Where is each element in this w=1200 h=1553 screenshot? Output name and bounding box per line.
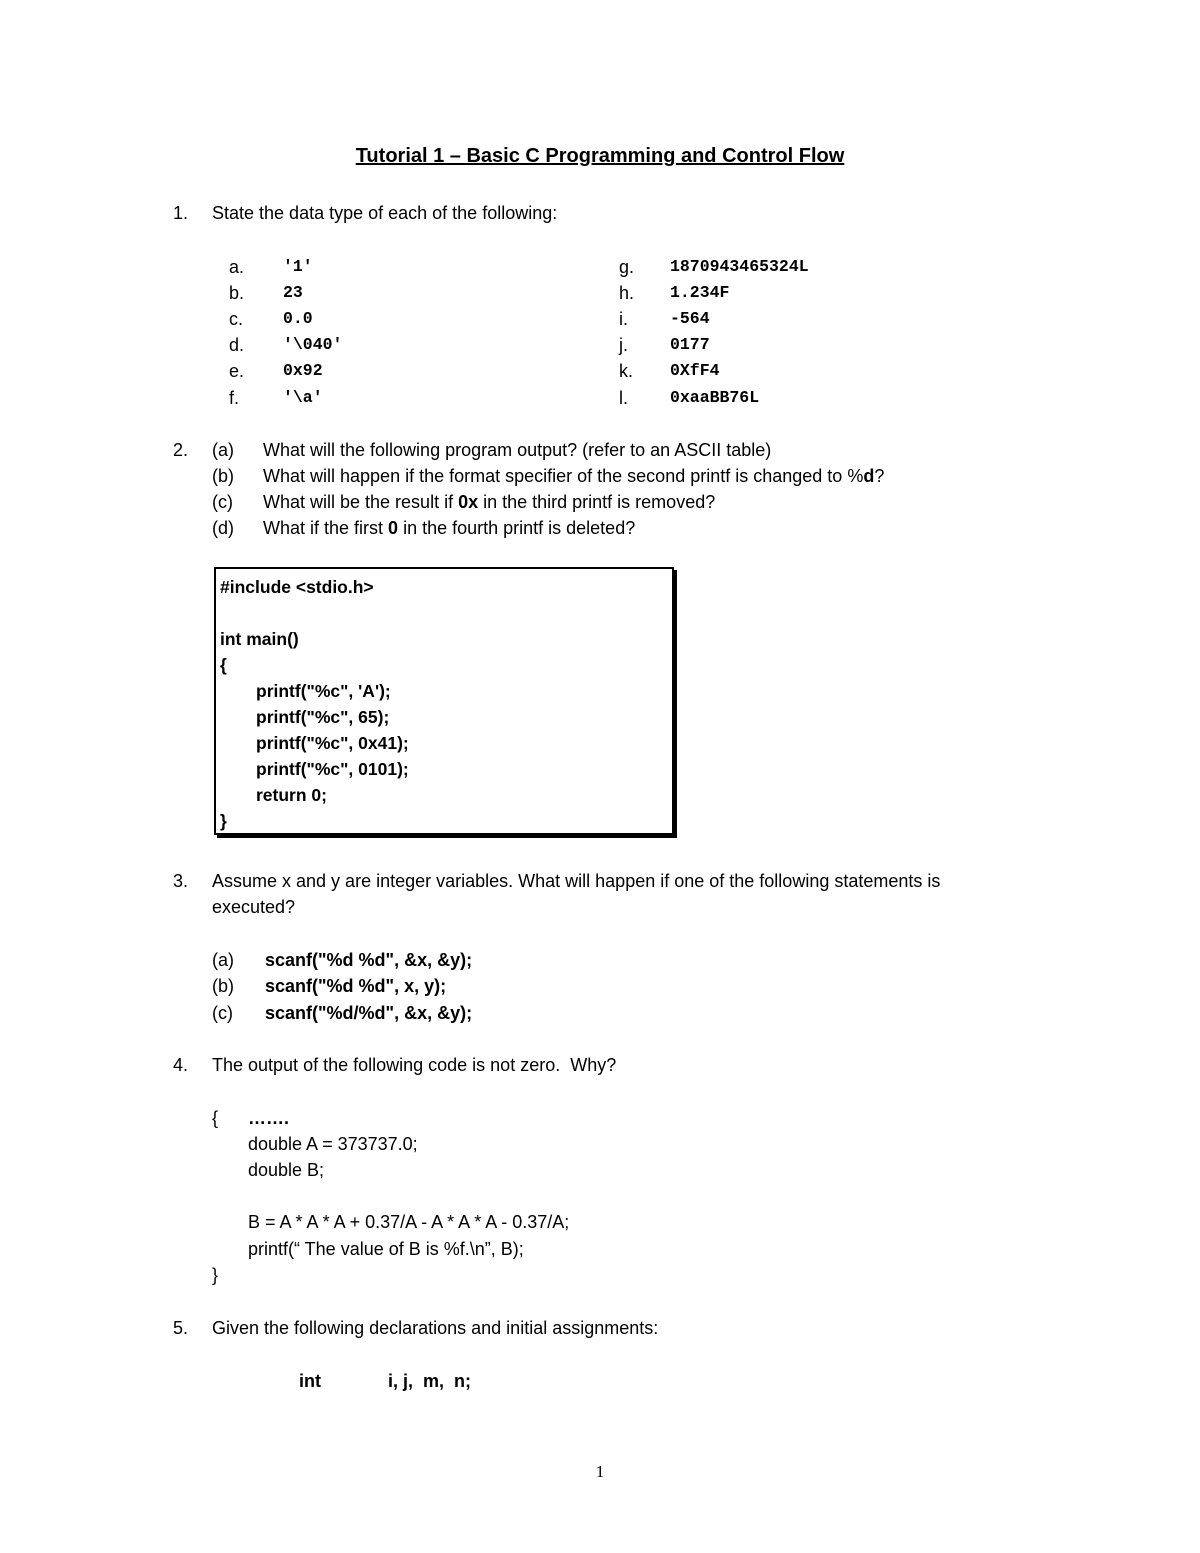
item-label: g.	[619, 257, 635, 277]
code-line: double A = 373737.0;	[248, 1134, 418, 1154]
code-line: }	[220, 811, 227, 831]
part-label: (a)	[212, 440, 234, 460]
question-4-text: The output of the following code is not zero. Why?	[212, 1055, 617, 1075]
part-label: (d)	[212, 518, 234, 538]
question-2c-text: What will be the result if 0x in the third printf is removed?	[263, 492, 716, 512]
item-label: a.	[229, 257, 245, 277]
item-label: j.	[619, 335, 628, 355]
item-label: b.	[229, 283, 245, 303]
code-line: printf("%c", 'A');	[256, 681, 391, 701]
question-3-text: Assume x and y are integer variables. What will happen if one of the following statements is	[212, 871, 941, 891]
code-line: printf("%c", 0x41);	[256, 733, 409, 753]
declaration-type: int	[299, 1371, 321, 1391]
code-line: {	[220, 655, 227, 675]
item-value: 0x92	[283, 361, 323, 380]
code-line: printf("%c", 65);	[256, 707, 390, 727]
code-line: B = A * A * A + 0.37/A - A * A * A - 0.37/A;	[248, 1212, 570, 1232]
item-value: '\a'	[283, 388, 323, 407]
code-line: int main()	[220, 629, 299, 649]
item-value: '1'	[283, 257, 313, 276]
item-label: d.	[229, 335, 245, 355]
scanf-statement: scanf("%d/%d", &x, &y);	[265, 1003, 473, 1023]
scanf-statement: scanf("%d %d", &x, &y);	[265, 950, 473, 970]
code-line: printf("%c", 0101);	[256, 759, 409, 779]
question-2-number: 2.	[173, 440, 189, 460]
question-5-number: 5.	[173, 1318, 189, 1338]
item-value: 0xaaBB76L	[670, 388, 760, 407]
question-1-text: State the data type of each of the following:	[212, 203, 558, 223]
page-number: 1	[595, 1462, 605, 1481]
part-label: (c)	[212, 1003, 233, 1023]
item-value: 0.0	[283, 309, 313, 328]
item-value: 1.234F	[670, 283, 730, 302]
question-4-number: 4.	[173, 1055, 189, 1075]
question-3-number: 3.	[173, 871, 189, 891]
question-1-number: 1.	[173, 203, 189, 223]
item-label: i.	[619, 309, 628, 329]
item-label: k.	[619, 361, 634, 381]
code-line: double B;	[248, 1160, 325, 1180]
item-label: e.	[229, 361, 245, 381]
item-value: -564	[670, 309, 710, 328]
question-2a-text: What will the following program output? (refer to an ASCII table)	[263, 440, 772, 460]
code-line: printf(“ The value of B is %f.\n”, B);	[248, 1239, 524, 1259]
question-2b-text: What will happen if the format specifier of the second printf is changed to %d?	[263, 466, 885, 486]
question-2d-text: What if the first 0 in the fourth printf is deleted?	[263, 518, 636, 538]
scanf-statement: scanf("%d %d", x, y);	[265, 976, 447, 996]
item-label: c.	[229, 309, 244, 329]
code-line: #include <stdio.h>	[220, 577, 374, 597]
part-label: (b)	[212, 976, 234, 996]
page-title: Tutorial 1 – Basic C Programming and Control Flow	[355, 145, 845, 167]
item-value: 0XfF4	[670, 361, 720, 380]
code-ellipsis: …….	[248, 1108, 290, 1128]
item-value: '\040'	[283, 335, 343, 354]
part-label: (c)	[212, 492, 233, 512]
item-label: h.	[619, 283, 635, 303]
item-label: f.	[229, 388, 240, 408]
code-open-brace: {	[212, 1108, 219, 1128]
item-label: l.	[619, 388, 628, 408]
question-3-text-cont: executed?	[212, 897, 296, 917]
item-value: 0177	[670, 335, 710, 354]
question-5-text: Given the following declarations and initial assignments:	[212, 1318, 659, 1338]
declaration-vars: i, j, m, n;	[388, 1371, 472, 1391]
item-value: 1870943465324L	[670, 257, 809, 276]
code-line: return 0;	[256, 785, 327, 805]
part-label: (a)	[212, 950, 234, 970]
code-close-brace: }	[212, 1265, 219, 1285]
code-box	[214, 567, 674, 835]
part-label: (b)	[212, 466, 234, 486]
item-value: 23	[283, 283, 303, 302]
